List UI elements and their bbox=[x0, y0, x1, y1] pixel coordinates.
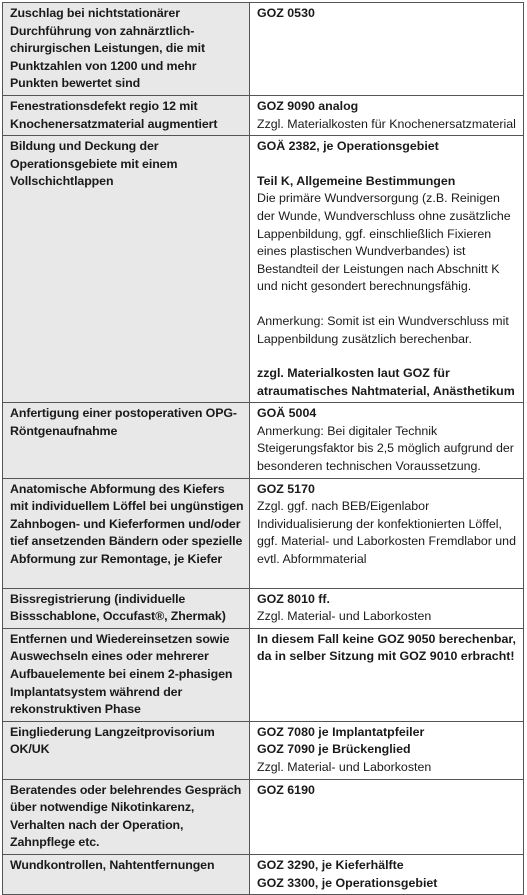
billing-code: GOZ 5170 bbox=[257, 481, 315, 496]
billing-code-secondary: GOZ 3300, je Operationsgebiet bbox=[257, 875, 438, 890]
table-row bbox=[3, 3, 524, 96]
material-note: zzgl. Materialkosten laut GOZ für atraumatisches Nahtmaterial, Anästhetikum bbox=[257, 366, 515, 398]
service-cell bbox=[3, 478, 250, 588]
billing-code: GOZ 6190 bbox=[257, 782, 315, 797]
billing-code: In diesem Fall keine GOZ 9050 berechenbar, da in selber Sitzung mit GOZ 9010 erbracht! bbox=[257, 631, 516, 664]
service-cell bbox=[3, 779, 250, 854]
billing-note: Zzgl. Material- und Laborkosten bbox=[257, 760, 432, 774]
service-cell bbox=[3, 3, 250, 96]
table-row bbox=[3, 588, 524, 628]
billing-cell bbox=[250, 721, 524, 779]
service-cell bbox=[3, 403, 250, 478]
billing-cell bbox=[250, 403, 524, 478]
table-row bbox=[3, 403, 524, 478]
table-row bbox=[3, 95, 524, 135]
billing-note: Anmerkung: Bei digitaler Technik Steigerungsfaktor bis 2,5 möglich aufgrund der besonderen technischen Voraussetzung. bbox=[257, 423, 514, 474]
service-text: Bissregistrierung (individuelle Bissschablone, Occufast®, Zhermak) bbox=[10, 591, 226, 624]
billing-table bbox=[2, 2, 524, 895]
service-text: Wundkontrollen, Nahtentfernungen bbox=[10, 857, 215, 872]
billing-code: GOZ 3290, je Kieferhälfte bbox=[257, 857, 404, 872]
service-text: Eingliederung Langzeitprovisorium OK/UK bbox=[10, 724, 215, 757]
table-row bbox=[3, 478, 524, 588]
service-text: Zuschlag bei nichtstationärer Durchführung von zahnärztlich-chirurgischen Leistungen, die mit Punktzahlen von 1200 und mehr Punkten bewertet sind bbox=[10, 6, 205, 91]
service-cell bbox=[3, 854, 250, 894]
billing-code: GOÄ 5004 bbox=[257, 406, 317, 421]
billing-cell bbox=[250, 3, 524, 96]
table-row bbox=[3, 136, 524, 403]
section-heading: Teil K, Allgemeine Bestimmungen bbox=[257, 173, 456, 188]
service-text: Entfernen und Wiedereinsetzen sowie Auswechseln eines oder mehrerer Aufbauelemente bei einem 2-phasigen Implantatsystem während der rekonstruktiven Phase bbox=[10, 631, 233, 717]
billing-code-secondary: GOZ 7090 je Brückenglied bbox=[257, 742, 411, 757]
table-row bbox=[3, 721, 524, 779]
table-row bbox=[3, 779, 524, 854]
billing-cell bbox=[250, 95, 524, 135]
billing-code: GOZ 9090 analog bbox=[257, 98, 359, 113]
service-text: Anatomische Abformung des Kiefers mit individuellem Löffel bei ungünstigen Zahnbogen- und Kieferformen und/oder tief ansetzenden Bändern oder spezielle Abformung zur Remontage, je Kiefer bbox=[10, 481, 244, 567]
service-cell bbox=[3, 95, 250, 135]
service-cell bbox=[3, 136, 250, 403]
service-text: Beratendes oder belehrendes Gespräch über notwendige Nikotinkarenz, Verhalten nach der Operation, Zahnpflege etc. bbox=[10, 782, 242, 850]
billing-code: GOZ 7080 je Implantatpfeiler bbox=[257, 724, 425, 739]
billing-cell bbox=[250, 779, 524, 854]
billing-cell bbox=[250, 854, 524, 894]
service-cell bbox=[3, 721, 250, 779]
billing-cell bbox=[250, 588, 524, 628]
table-row bbox=[3, 854, 524, 894]
billing-note: Zzgl. Materialkosten für Knochenersatzmaterial bbox=[257, 116, 516, 131]
table-row bbox=[3, 628, 524, 721]
service-cell bbox=[3, 628, 250, 721]
billing-code: GOZ 8010 ff. bbox=[257, 591, 330, 606]
billing-cell bbox=[250, 628, 524, 721]
billing-code: GOZ 0530 bbox=[257, 6, 315, 20]
service-text: Fenestrationsdefekt regio 12 mit Knochenersatzmaterial augmentiert bbox=[10, 98, 218, 131]
remark-text: Anmerkung: Somit ist ein Wundverschluss mit Lappenbildung zusätzlich berechenbar. bbox=[257, 313, 509, 346]
service-text: Anfertigung einer postoperativen OPG-Röntgenaufnahme bbox=[10, 406, 237, 438]
service-text: Bildung und Deckung der Operationsgebiete mit einem Vollschichtlappen bbox=[10, 139, 178, 189]
billing-cell bbox=[250, 136, 524, 403]
billing-code: GOÄ 2382, je Operationsgebiet bbox=[257, 139, 439, 154]
service-cell bbox=[3, 588, 250, 628]
billing-note: Zzgl. Material- und Laborkosten bbox=[257, 609, 432, 624]
billing-note: Zzgl. ggf. nach BEB/Eigenlabor Individualisierung der konfektionierten Löffel, ggf. Material- und Laborkosten Fremdlabor und evtl. Abformmaterial bbox=[257, 499, 516, 567]
section-text: Die primäre Wundversorgung (z.B. Reinigen der Wunde, Wundverschluss ohne zusätzliche Lappenbildung, ggf. einschließlich Fixieren eines plastischen Wundverbandes) ist Bestandteil der Leistungen nach Abschnitt K und nicht gesondert berechnungsfähig. bbox=[257, 191, 511, 294]
billing-cell bbox=[250, 478, 524, 588]
